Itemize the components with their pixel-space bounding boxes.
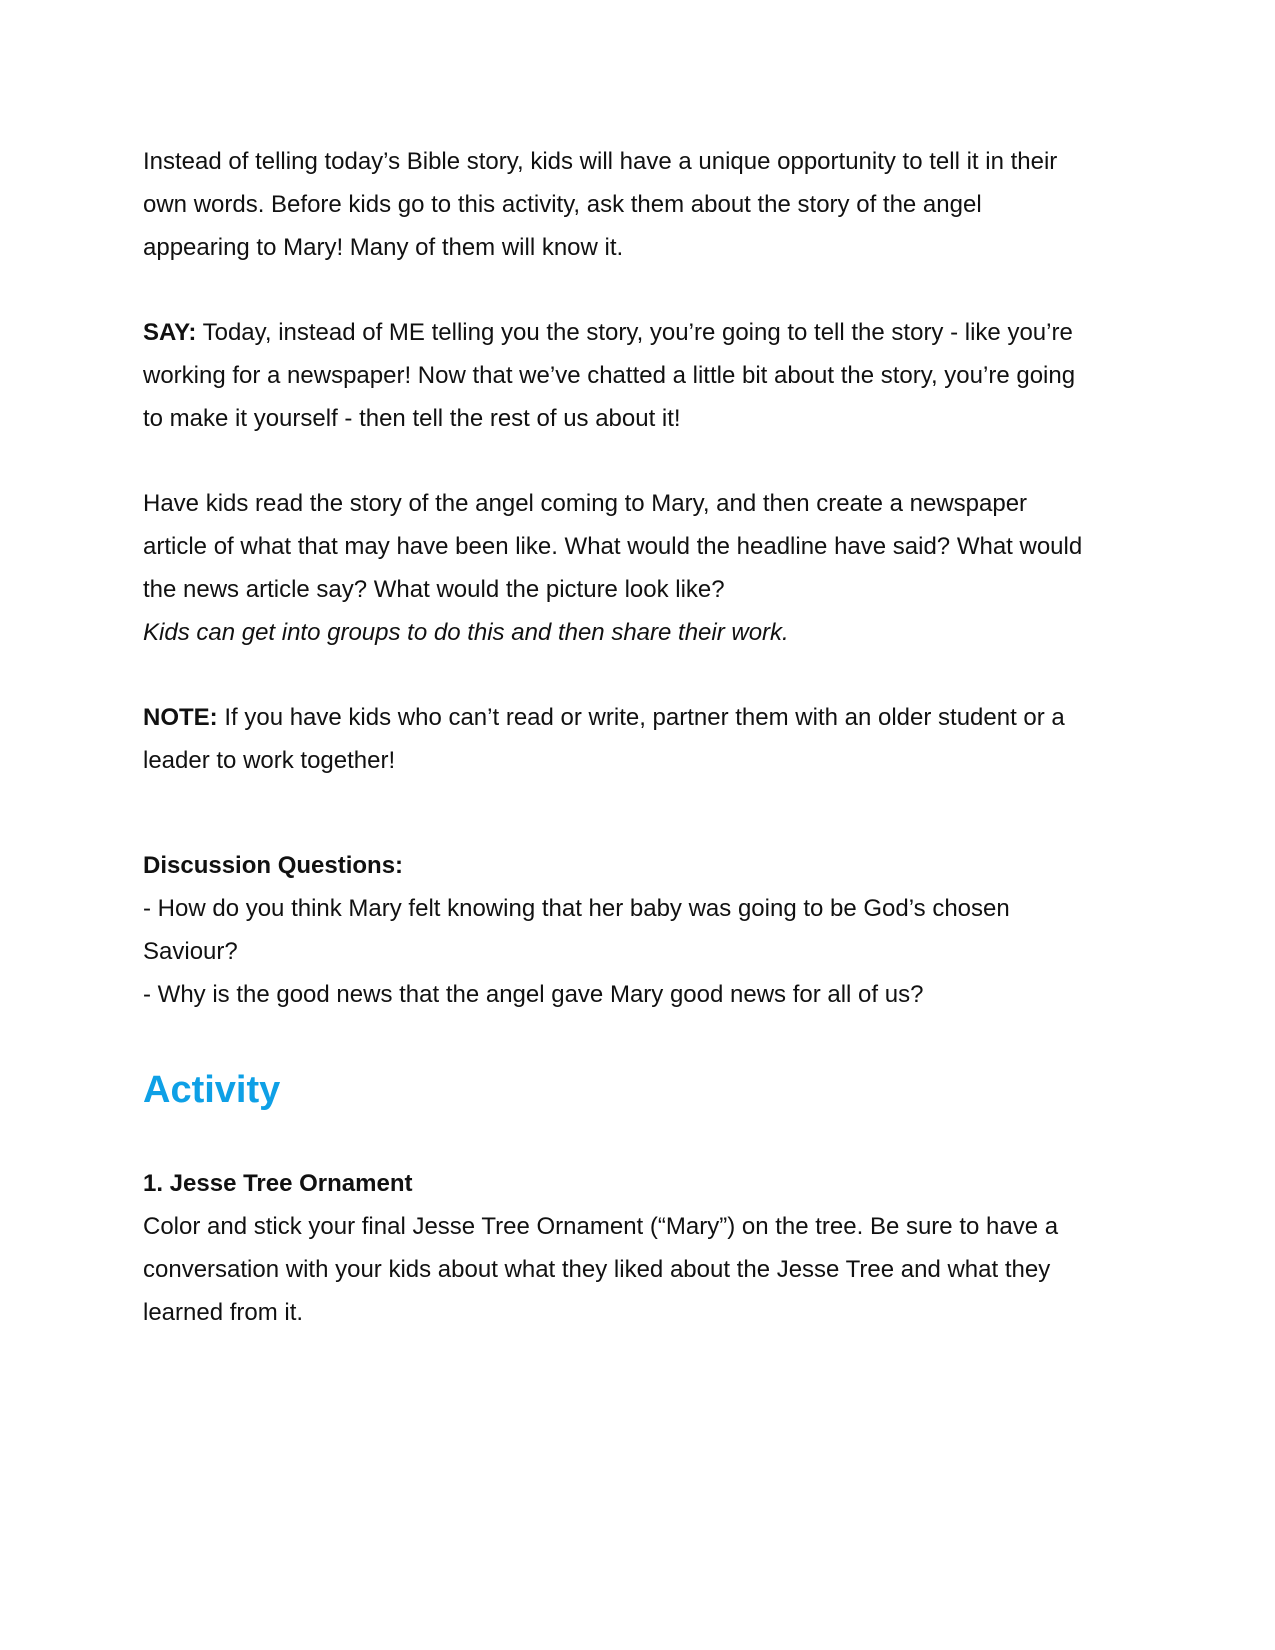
instructions-text: Have kids read the story of the angel coming to Mary, and then create a newspaper article of what that may have been like. What would the headline have said? What would the news article say? What would the picture look like? bbox=[143, 490, 1083, 603]
discussion-section bbox=[143, 844, 1083, 1016]
instructions-paragraph bbox=[143, 482, 1083, 654]
note-text: If you have kids who can’t read or write, partner them with an older student or a leader to work together! bbox=[143, 704, 1065, 774]
discussion-question: - How do you think Mary felt knowing that her baby was going to be God’s chosen Saviour? bbox=[143, 895, 1010, 965]
intro-paragraph: Instead of telling today’s Bible story, kids will have a unique opportunity to tell it in their own words. Before kids go to this activity, ask them about the story of the angel appearing to Mary! Many of them will know it. bbox=[143, 148, 1058, 261]
say-text: Today, instead of ME telling you the story, you’re going to tell the story - like you’re working for a newspaper! Now that we’ve chatted a little bit about the story, you’re going to make it yourself - then tell the rest of us about it! bbox=[143, 319, 1076, 432]
say-label: SAY: bbox=[143, 319, 197, 346]
note-paragraph bbox=[143, 696, 1083, 782]
note-label: NOTE: bbox=[143, 704, 218, 731]
activity-item-title: 1. Jesse Tree Ornament bbox=[143, 1170, 413, 1197]
activity-item-text: Color and stick your final Jesse Tree Ornament (“Mary”) on the tree. Be sure to have a conversation with your kids about what they liked about the Jesse Tree and what they learned from it. bbox=[143, 1213, 1059, 1326]
say-paragraph bbox=[143, 311, 1083, 440]
document-page bbox=[143, 140, 1083, 1334]
discussion-title: Discussion Questions: bbox=[143, 852, 404, 879]
discussion-question: - Why is the good news that the angel gave Mary good news for all of us? bbox=[143, 981, 924, 1008]
activity-item bbox=[143, 1162, 1083, 1334]
instructions-italic-note: Kids can get into groups to do this and then share their work. bbox=[143, 619, 789, 646]
activity-heading: Activity bbox=[143, 1069, 281, 1111]
